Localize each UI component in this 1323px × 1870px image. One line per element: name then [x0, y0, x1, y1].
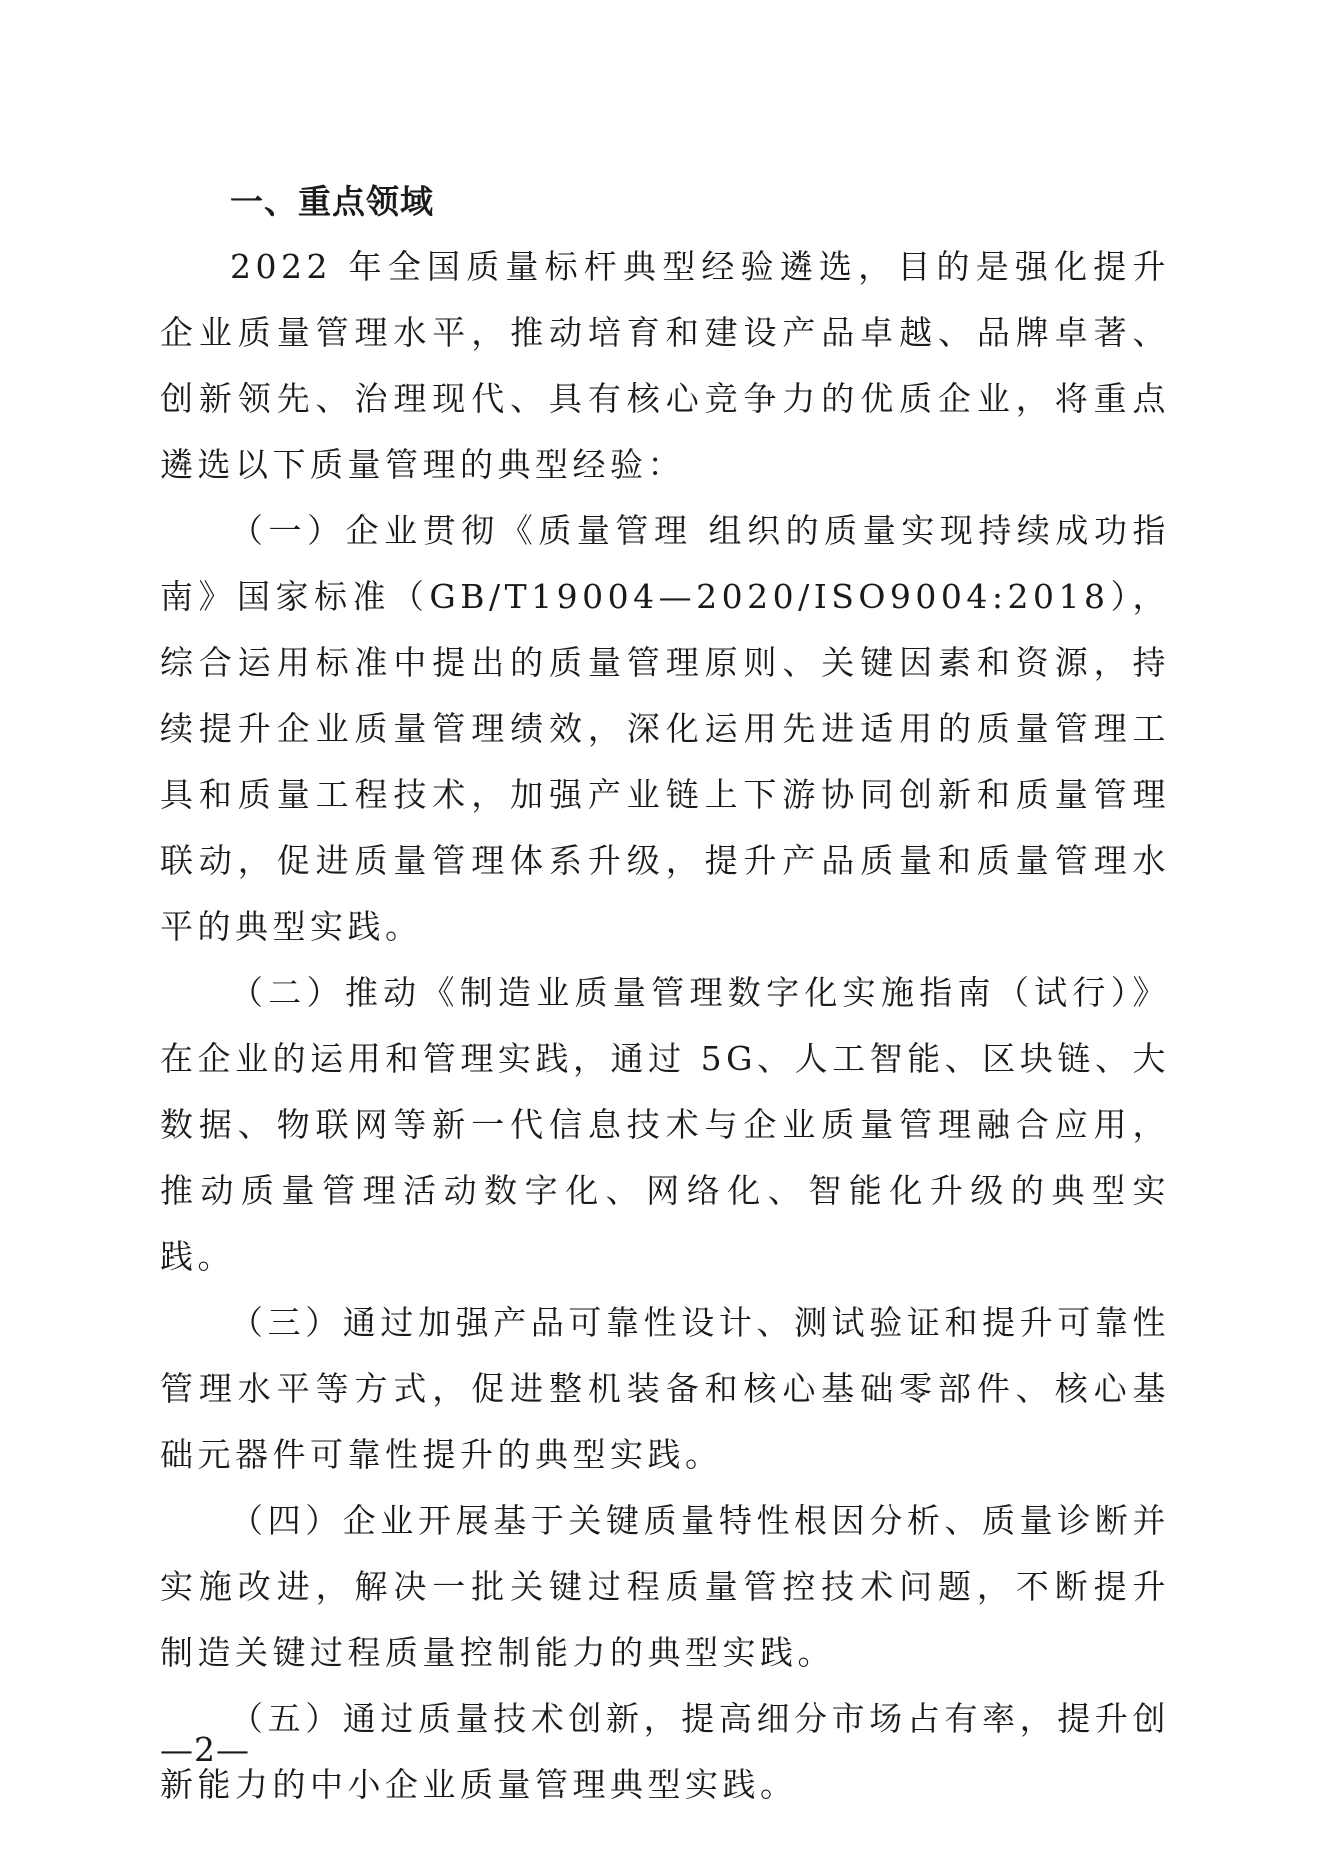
section-heading: 一、重点领域 — [230, 182, 434, 221]
paragraph-item-4: （四）企业开展基于关键质量特性根因分析、质量诊断并实施改进，解决一批关键过程质量管控技术问题，不断提升制造关键过程质量控制能力的典型实践。 — [160, 1501, 1170, 1672]
paragraph-intro: 2022 年全国质量标杆典型经验遴选，目的是强化提升企业质量管理水平，推动培育和建设产品卓越、品牌卓著、创新领先、治理现代、具有核心竞争力的优质企业，将重点遴选以下质量管理的典型经验： — [160, 247, 1170, 484]
page-number: —2— — [160, 1730, 250, 1769]
paragraph-item-1: （一）企业贯彻《质量管理 组织的质量实现持续成功指南》国家标准（GB/T19004—2020/ISO9004:2018），综合运用标准中提出的质量管理原则、关键因素和资源，持续提升企业质量管理绩效，深化运用先进适用的质量管理工具和质量工程技术，加强产业链上下游协同创新和质量管理联动，促进质量管理体系升级，提升产品质量和质量管理水平的典型实践。 — [160, 511, 1170, 946]
paragraph-item-5: （五）通过质量技术创新，提高细分市场占有率，提升创新能力的中小企业质量管理典型实践。 — [160, 1699, 1170, 1804]
paragraph-item-3: （三）通过加强产品可靠性设计、测试验证和提升可靠性管理水平等方式，促进整机装备和核心基础零部件、核心基础元器件可靠性提升的典型实践。 — [160, 1303, 1170, 1474]
section-body — [160, 234, 1170, 1818]
paragraph-item-2: （二）推动《制造业质量管理数字化实施指南（试行）》在企业的运用和管理实践，通过 5G、人工智能、区块链、大数据、物联网等新一代信息技术与企业质量管理融合应用，推动质量管理活动数字化、网络化、智能化升级的典型实践。 — [160, 973, 1170, 1276]
